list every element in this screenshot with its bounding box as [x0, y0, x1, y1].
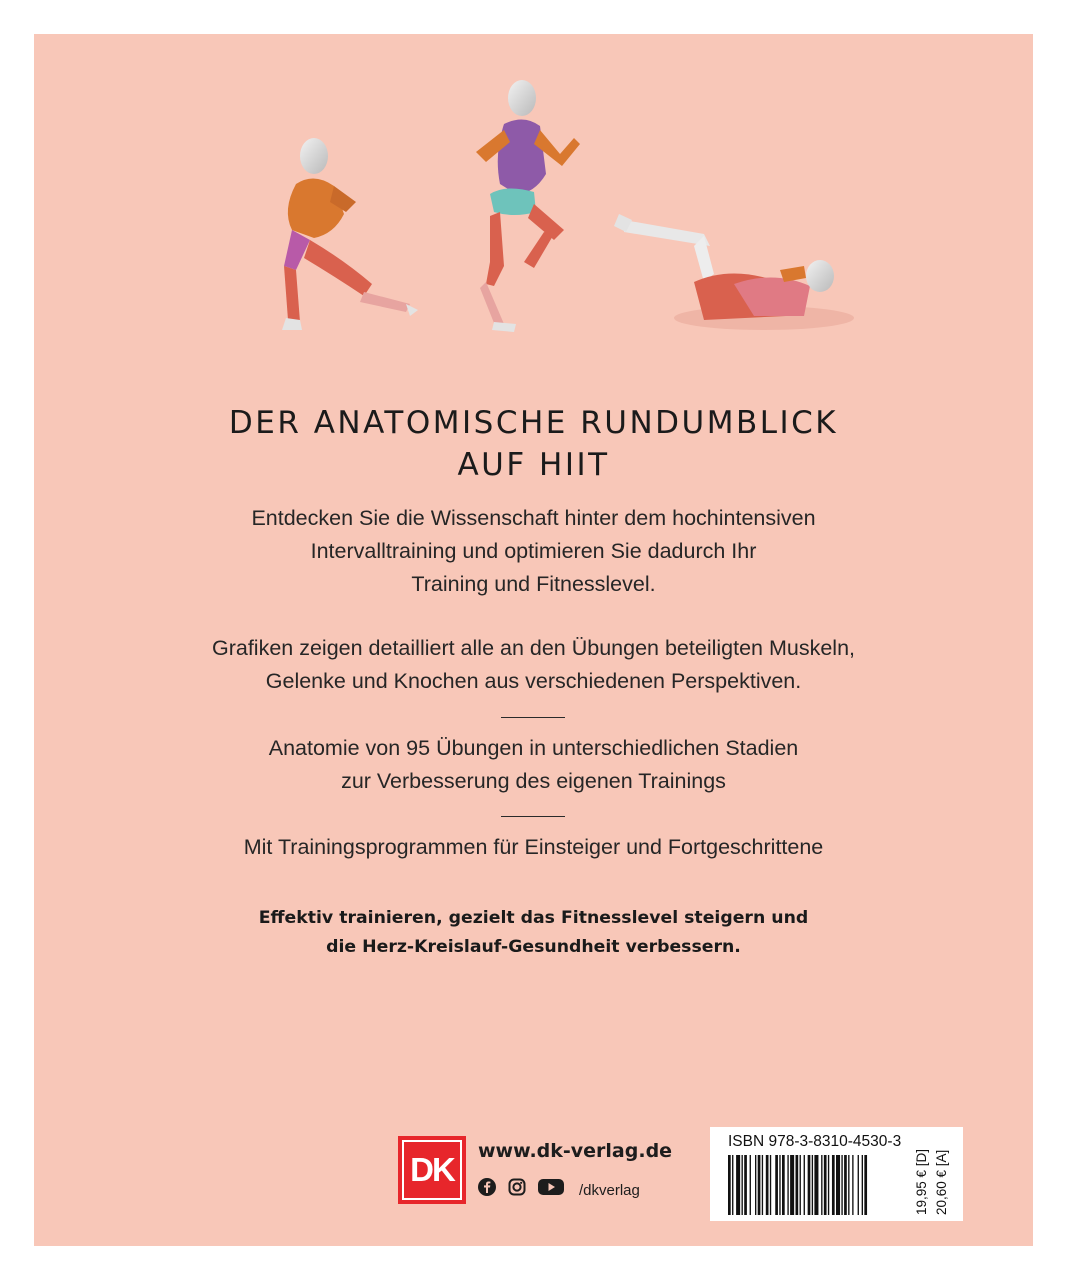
back-cover: [34, 34, 1033, 1246]
facebook-icon[interactable]: [478, 1178, 496, 1196]
intro-paragraph: [34, 502, 1033, 601]
tagline-line-2: die Herz-Kreislauf-Gesundheit verbessern.: [326, 937, 741, 957]
barcode-bar: [742, 1155, 743, 1215]
barcode-bar: [732, 1155, 733, 1215]
barcode-bar: [844, 1155, 847, 1215]
barcode-bar: [790, 1155, 794, 1215]
dk-logo: [398, 1136, 466, 1204]
instagram-icon[interactable]: [508, 1178, 526, 1196]
barcode-bar: [824, 1155, 827, 1215]
price-austria: 20,60 € [A]: [934, 1149, 949, 1215]
barcode: [728, 1155, 908, 1215]
barcode-bar: [736, 1155, 740, 1215]
website-link[interactable]: www.dk-verlag.de: [478, 1140, 673, 1162]
intro-line-2: Intervalltraining und optimieren Sie dadurch Ihr: [310, 539, 757, 563]
youtube-icon[interactable]: [538, 1178, 564, 1196]
barcode-bar: [804, 1155, 805, 1215]
price-germany: 19,95 € [D]: [914, 1148, 929, 1215]
barcode-bar: [800, 1155, 801, 1215]
barcode-bar: [755, 1155, 756, 1215]
barcode-bar: [862, 1155, 863, 1215]
barcode-bar: [782, 1155, 785, 1215]
dk-logo-text: DK: [402, 1140, 462, 1200]
barcode-bar: [814, 1155, 818, 1215]
headline: [34, 402, 1033, 486]
barcode-bar: [766, 1155, 769, 1215]
barcode-bar: [821, 1155, 822, 1215]
intro-line-1: Entdecken Sie die Wissenschaft hinter dem hochintensiven: [251, 506, 816, 530]
barcode-bar: [841, 1155, 842, 1215]
running-figure: [476, 80, 580, 332]
tagline: [34, 904, 1033, 962]
feature-1-line-1: Grafiken zeigen detailliert alle an den Übungen beteiligten Muskeln,: [211, 636, 856, 660]
barcode-bar: [858, 1155, 859, 1215]
price-block: [912, 1148, 958, 1217]
divider: [501, 816, 565, 817]
barcode-bar: [787, 1155, 788, 1215]
divider: [501, 717, 565, 718]
barcode-bar: [848, 1155, 849, 1215]
barcode-bar: [796, 1155, 799, 1215]
headline-line-1: DER ANATOMISCHE RUNDUMBLICK: [228, 405, 839, 441]
side-lunge-figure: [282, 138, 418, 330]
barcode-bar: [744, 1155, 747, 1215]
barcode-bar: [812, 1155, 813, 1215]
barcode-bar: [762, 1155, 763, 1215]
barcode-bar: [808, 1155, 811, 1215]
headline-line-2: AUF HIIT: [457, 447, 610, 483]
barcode-bar: [775, 1155, 778, 1215]
feature-1-line-2: Gelenke und Knochen aus verschiedenen Perspektiven.: [265, 669, 802, 693]
barcode-bar: [750, 1155, 751, 1215]
intro-line-3: Training und Fitnesslevel.: [411, 572, 656, 596]
barcode-bar: [728, 1155, 731, 1215]
feature-2-line-2: zur Verbesserung des eigenen Trainings: [341, 769, 726, 793]
social-icons: [478, 1178, 678, 1202]
feature-2-line-1: Anatomie von 95 Übungen in unterschiedlichen Stadien: [268, 736, 799, 760]
barcode-bar: [770, 1155, 771, 1215]
barcode-bar: [836, 1155, 840, 1215]
feature-paragraph-3: [34, 831, 1033, 864]
tagline-line-1: Effektiv trainieren, gezielt das Fitnesslevel steigern und: [258, 908, 809, 928]
barcode-label: [710, 1127, 963, 1221]
barcode-bar: [864, 1155, 867, 1215]
barcode-bar: [832, 1155, 835, 1215]
barcode-bar: [828, 1155, 829, 1215]
barcode-bar: [852, 1155, 853, 1215]
feature-paragraph-1: [34, 632, 1033, 698]
feature-3-line-1: Mit Trainingsprogrammen für Einsteiger und Fortgeschrittene: [243, 835, 824, 859]
anatomy-illustrations: [34, 34, 1033, 394]
social-handle[interactable]: /dkverlag: [579, 1182, 640, 1199]
barcode-bar: [758, 1155, 761, 1215]
crunch-figure: [614, 214, 854, 330]
isbn-number: ISBN 978-3-8310-4530-3: [728, 1133, 902, 1150]
barcode-bar: [779, 1155, 780, 1215]
feature-paragraph-2: [34, 732, 1033, 798]
